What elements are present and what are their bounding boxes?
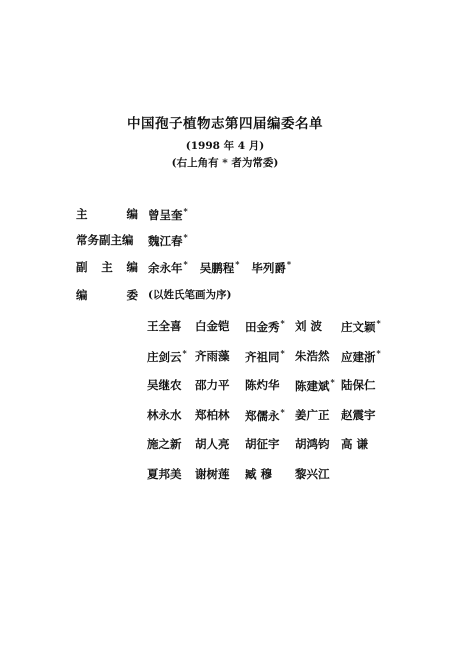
committee-member-name: 黎兴江 — [295, 466, 330, 481]
page-title: 中国孢子植物志第四届编委名单 — [127, 116, 323, 132]
committee-member-name: 庄剑云* — [147, 347, 187, 364]
standing-member-star: * — [330, 377, 335, 387]
role-label-executive-deputy: 常务副主编 — [76, 233, 134, 247]
committee-member-grid — [147, 318, 397, 495]
standing-member-star: * — [280, 406, 285, 417]
committee-member-name: 夏邦美 — [147, 466, 182, 481]
committee-row — [147, 436, 397, 466]
committee-row — [147, 407, 397, 437]
committee-member-name: 姜广正 — [295, 407, 330, 422]
committee-member-name: 林永水 — [147, 407, 182, 422]
committee-member-name: 赵震宇 — [341, 407, 376, 422]
committee-member-name: 陆保仁 — [341, 378, 376, 392]
standing-member-star: * — [376, 318, 381, 328]
committee-member-name: 郑儒永* — [245, 406, 285, 423]
committee-member-name: 齐祖同* — [245, 347, 285, 364]
committee-member-name: 臧 穆 — [245, 466, 273, 481]
committee-row — [147, 466, 397, 496]
date-line: (1998 年 4 月) — [185, 140, 265, 152]
committee-member-name: 陈建斌* — [295, 377, 335, 393]
committee-member-name: 胡人亮 — [195, 437, 230, 451]
committee-member-name: 庄文颖* — [341, 318, 381, 334]
committee-member-name: 谢树莲 — [195, 466, 230, 481]
committee-member-name: 陈灼华 — [245, 378, 280, 392]
committee-order-note: (以姓氏笔画为序) — [148, 289, 232, 301]
committee-member-name: 邵力平 — [195, 378, 230, 392]
standing-member-star: * — [376, 347, 381, 358]
committee-member-name: 田金秀* — [245, 318, 285, 334]
role-names-editor-in-chief: 曾呈奎* — [148, 206, 188, 222]
committee-member-name: 齐雨藻 — [195, 348, 230, 363]
committee-member-name: 白金铠 — [195, 319, 230, 333]
committee-member-name: 刘 波 — [295, 319, 323, 333]
committee-member-name: 施之新 — [147, 437, 182, 451]
committee-row — [147, 318, 397, 348]
role-names-deputy-editors: 余永年* 吴鹏程* 毕列爵* — [148, 259, 292, 275]
standing-member-note: (右上角有 * 者为常委) — [171, 157, 279, 169]
role-label-committee: 编 委 — [76, 288, 138, 302]
role-names-executive-deputy: 魏江春* — [148, 232, 188, 248]
standing-member-star: * — [280, 318, 285, 328]
committee-member-name: 郑柏林 — [195, 407, 230, 422]
committee-member-name: 吴继农 — [147, 378, 182, 392]
standing-member-star: * — [280, 347, 285, 358]
role-label-editor-in-chief: 主 编 — [76, 207, 138, 221]
role-label-deputy-editors: 副 主 编 — [76, 260, 138, 274]
committee-member-name: 胡征宇 — [245, 437, 280, 451]
committee-member-name: 朱浩然 — [295, 348, 330, 363]
committee-member-name: 王全喜 — [147, 319, 182, 333]
committee-member-name: 胡鸿钧 — [295, 437, 330, 451]
standing-member-star: * — [182, 347, 187, 358]
committee-member-name: 应建浙* — [341, 347, 381, 364]
committee-row — [147, 348, 397, 378]
committee-member-name: 高 谦 — [341, 437, 369, 451]
committee-row — [147, 377, 397, 407]
